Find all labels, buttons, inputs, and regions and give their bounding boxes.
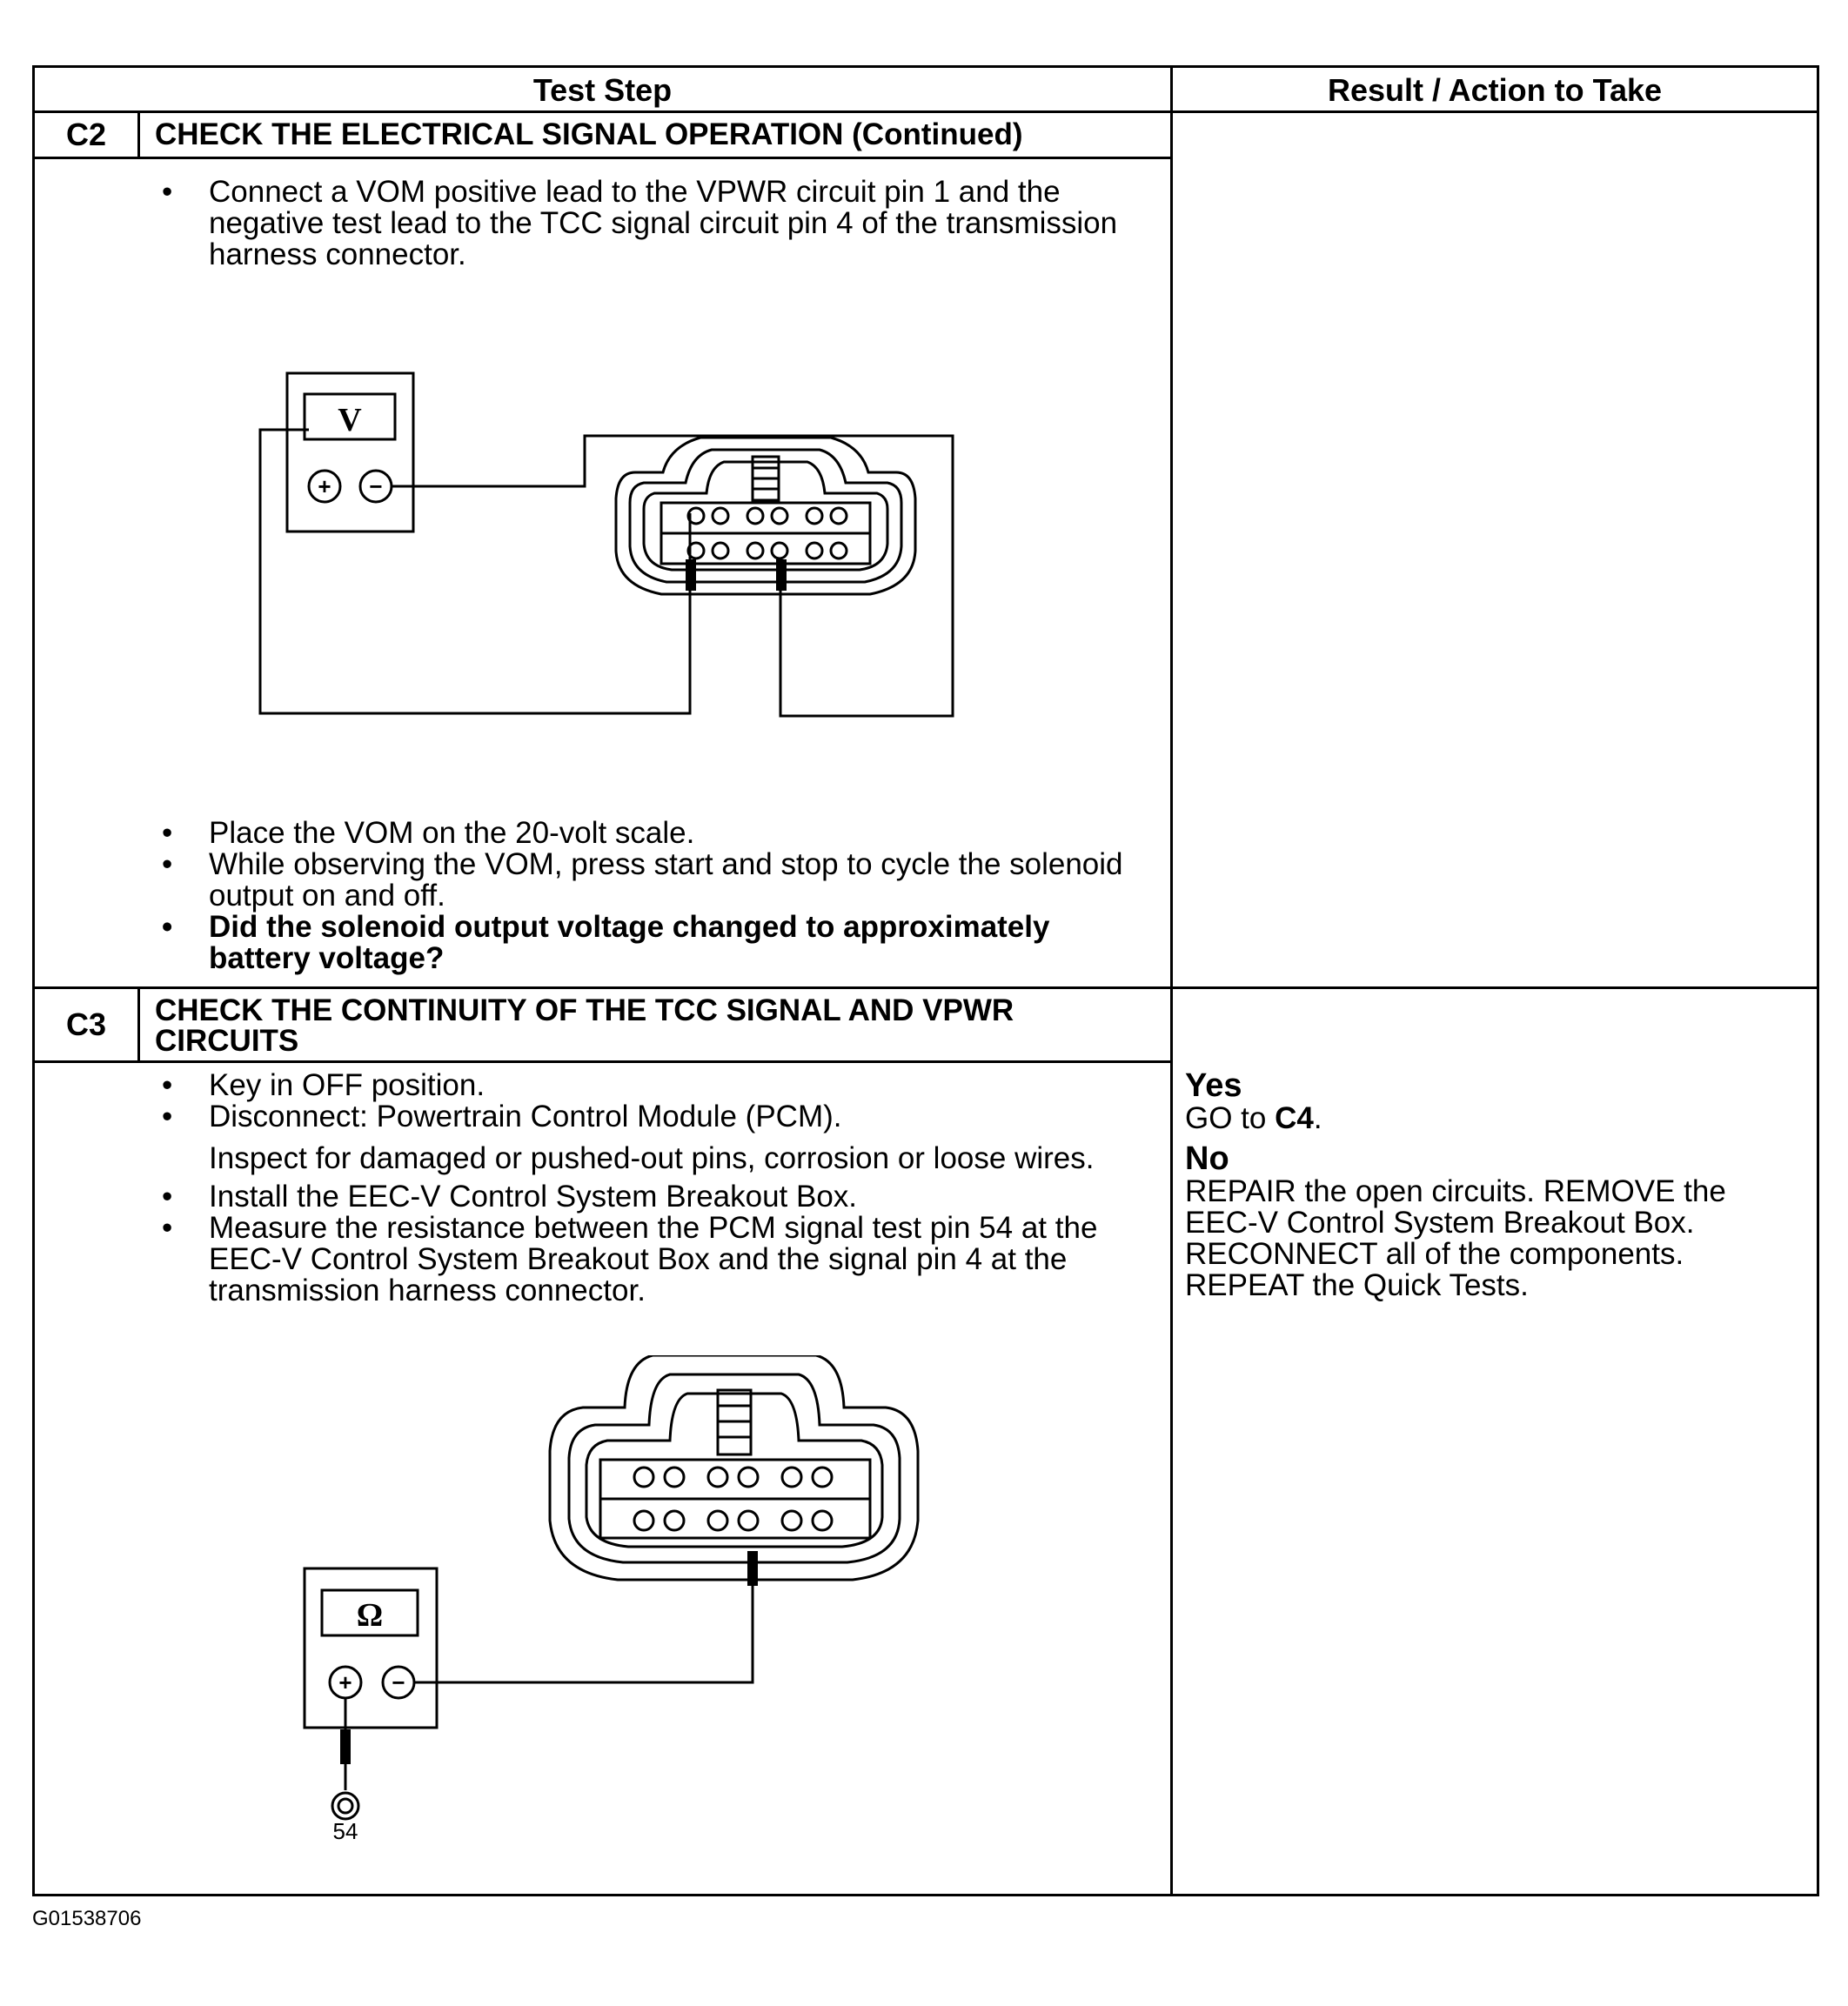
yes-suffix: . xyxy=(1313,1101,1322,1135)
list-item: • Install the EEC-V Control System Breakout Box. xyxy=(155,1181,1147,1213)
header-result-action: Result / Action to Take xyxy=(1327,72,1663,108)
column-divider xyxy=(1170,68,1173,1894)
probe-1 xyxy=(686,559,696,591)
c3-note: Inspect for damaged or pushed-out pins, corrosion or loose wires. xyxy=(209,1141,1095,1175)
step-divider xyxy=(35,986,1817,989)
c3-number-divider xyxy=(137,987,140,1061)
list-item: • Disconnect: Powertrain Control Module (PCM). xyxy=(155,1101,1147,1133)
probe-2 xyxy=(776,559,787,591)
test-pin-54 xyxy=(332,1793,358,1819)
positive-lead-wire xyxy=(260,430,690,713)
c3-instructions xyxy=(155,1070,1147,1307)
header-test-step: Test Step xyxy=(532,72,673,108)
c3-ohmmeter-diagram xyxy=(244,1355,992,1842)
list-item: • Measure the resistance between the PCM signal test pin 54 at the EEC-V Control System Breakout Box and the signal pin 4 at the transmission harness connector. xyxy=(155,1213,1147,1307)
yes-action xyxy=(1185,1103,1803,1134)
minus-sign: − xyxy=(392,1669,405,1695)
list-item: • Place the VOM on the 20-volt scale. xyxy=(155,818,1147,849)
signal-lead-wire xyxy=(414,1564,753,1682)
probe-pin-54 xyxy=(340,1729,351,1764)
figure-id: G01538706 xyxy=(32,1907,142,1930)
yes-prefix: GO to xyxy=(1185,1101,1276,1135)
c2-instructions-after xyxy=(155,818,1147,974)
c2-number-divider xyxy=(137,111,140,157)
voltmeter-symbol: V xyxy=(338,402,362,438)
yes-label: Yes xyxy=(1185,1067,1242,1104)
c3-title-divider xyxy=(35,1060,1171,1063)
c2-voltmeter-diagram xyxy=(209,359,992,725)
c2-instructions-before xyxy=(155,177,1147,271)
step-number-c3: C3 xyxy=(65,1006,107,1042)
list-item: • Key in OFF position. xyxy=(155,1070,1147,1101)
step-title-c2: CHECK THE ELECTRICAL SIGNAL OPERATION (Continued) xyxy=(155,117,1023,151)
probe-signal xyxy=(747,1551,758,1586)
c2-question: • Did the solenoid output voltage changed to approximately battery voltage? xyxy=(155,912,1147,974)
list-item: • While observing the VOM, press start and stop to cycle the solenoid output on and off. xyxy=(155,849,1147,912)
step-title-c3: CHECK THE CONTINUITY OF THE TCC SIGNAL AND VPWR CIRCUITS xyxy=(155,993,1014,1058)
minus-sign: − xyxy=(369,473,383,499)
no-label: No xyxy=(1185,1140,1229,1177)
no-action: REPAIR the open circuits. REMOVE the EEC-V Control System Breakout Box. RECONNECT all of the components. REPEAT the Quick Tests. xyxy=(1185,1174,1726,1302)
plus-sign: + xyxy=(318,473,331,499)
ohmmeter-symbol: Ω xyxy=(356,1597,384,1634)
c3-results xyxy=(1185,1068,1803,1301)
c2-title-divider xyxy=(35,157,1171,159)
yes-target: C4 xyxy=(1275,1101,1314,1135)
step-number-c2: C2 xyxy=(65,117,107,152)
test-pin-label: 54 xyxy=(332,1818,358,1842)
plus-sign: + xyxy=(338,1669,352,1695)
list-item: • Connect a VOM positive lead to the VPWR circuit pin 1 and the negative test lead to the TCC signal circuit pin 4 of the transmission harness connector. xyxy=(155,177,1147,271)
test-step-table xyxy=(32,65,1819,1896)
negative-lead-wire xyxy=(392,436,953,716)
